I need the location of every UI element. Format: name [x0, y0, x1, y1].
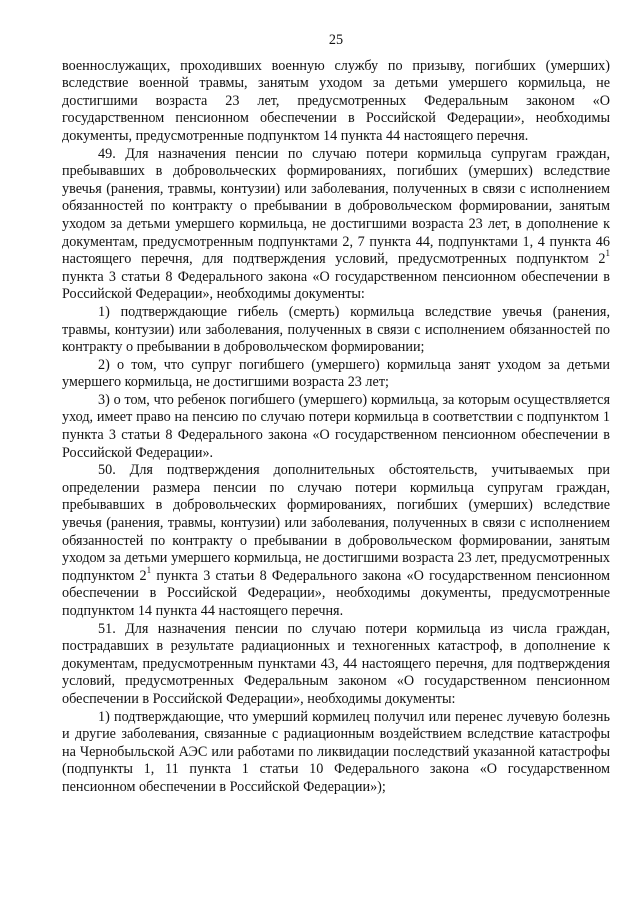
paragraph	[62, 462, 610, 620]
text-run: пункта 3 статьи 8 Федерального закона «О государственном пенсионном обеспечении в Российской Федерации», необходимы документы:	[62, 268, 610, 303]
text-run: военнослужащих, проходивших военную службу по призыву, погибших (умерших) вследствие военной травмы, занятым уходом за детьми умершего кормильца, не достигшими возраста 23 лет, предусмотренных Федеральным законом «О государственном пенсионном обеспечении в Российской Федерации», необходимы документы, предусмотренные подпунктом 14 пункта 44 настоящего перечня.	[62, 57, 610, 144]
paragraph	[62, 304, 610, 357]
paragraph	[62, 146, 610, 304]
text-run: пункта 3 статьи 8 Федерального закона «О государственном пенсионном обеспечении в Российской Федерации», необходимы документы, предусмотренные подпунктом 14 пункта 44 настоящего перечня.	[62, 567, 610, 619]
superscript: 1	[605, 248, 610, 259]
text-run: 2) о том, что супруг погибшего (умершего) кормильца занят уходом за детьми умершего кормильца, не достигшими возраста 23 лет;	[62, 356, 610, 391]
paragraph	[62, 58, 610, 146]
text-run: 3) о том, что ребенок погибшего (умершего) кормильца, за которым осуществляется уход, имеет право на пенсию по случаю потери кормильца в соответствии с подпунктом 1 пункта 3 статьи 8 Федерального закона «О государственном пенсионном обеспечении в Российской Федерации».	[62, 391, 610, 461]
text-run: 1) подтверждающие гибель (смерть) кормильца вследствие увечья (ранения, травмы, контузии) или заболевания, полученных в связи с исполнением обязанностей по контракту о пребывании в добровольческом формировании;	[62, 303, 610, 356]
paragraph	[62, 392, 610, 462]
text-run: 49. Для назначения пенсии по случаю потери кормильца супругам граждан, пребывавших в добровольческих формированиях, погибших (умерших) вследствие увечья (ранения, травмы, контузии) или заболевания, полученных в связи с исполнением обязанностей по контракту о пребывании в добровольческом формировании, занятым уходом за детьми умершего кормильца, не достигшими возраста 23 лет, в дополнение к документам, предусмотренным подпунктами 2, 7 пункта 44, подпунктами 1, 4 пункта 46 настоящего перечня, для подтверждения условий, предусмотренных подпунктом 2	[62, 145, 610, 268]
body-text	[62, 58, 610, 797]
paragraph	[62, 621, 610, 709]
text-run: 1) подтверждающие, что умерший кормилец получил или перенес лучевую болезнь и другие заболевания, связанные с радиационным воздействием вследствие катастрофы на Чернобыльской АЭС или работами по ликвидации последствий указанной катастрофы (подпункты 1, 11 пункта 1 статьи 10 Федерального закона «О государственном пенсионном обеспечении в Российской Федерации»);	[62, 708, 610, 795]
page-number: 25	[328, 32, 344, 48]
text-run: 51. Для назначения пенсии по случаю потери кормильца из числа граждан, пострадавших в результате радиационных и техногенных катастроф, в дополнение к документам, предусмотренным пунктами 43, 44 настоящего перечня, для подтверждения условий, предусмотренных Федеральным законом «О государственном пенсионном обеспечении в Российской Федерации», необходимы документы:	[62, 620, 610, 707]
superscript: 1	[146, 565, 152, 576]
paragraph	[62, 709, 610, 797]
paragraph	[62, 357, 610, 392]
text-run: 50. Для подтверждения дополнительных обстоятельств, учитываемых при определении размера пенсии по случаю потери кормильца супругам граждан, пребывавших в добровольческих формированиях, погибших (умерших) вследствие увечья (ранения, травмы, контузии) или заболевания, полученных в связи с исполнением обязанностей по контракту о пребывании в добровольческом формировании, занятым уходом за детьми умершего кормильца, не достигшими возраста 23 лет, предусмотренных подпунктом 2	[62, 462, 610, 584]
